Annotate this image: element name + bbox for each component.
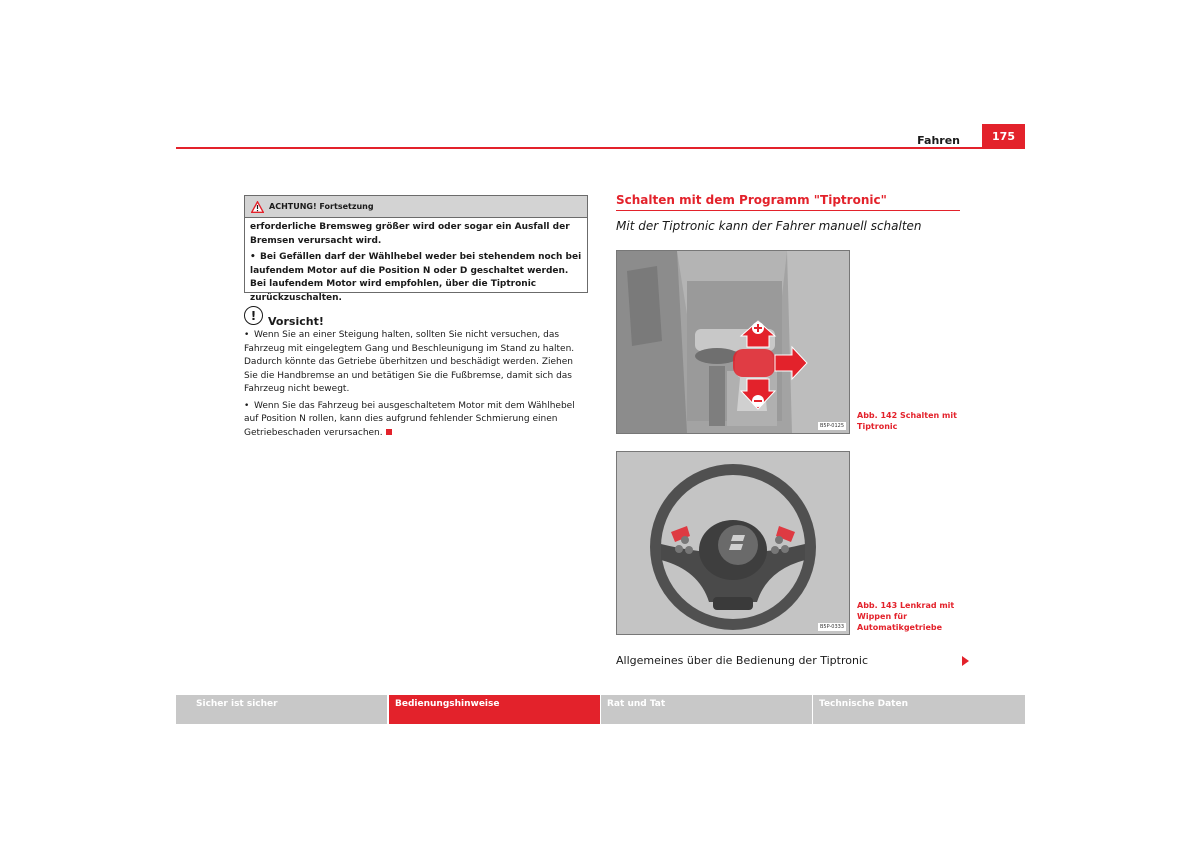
header-section-title: Fahren [917, 134, 960, 147]
section-title: Schalten mit dem Programm "Tiptronic" [616, 193, 887, 207]
section-title-rule [616, 210, 960, 211]
section-subtitle: Mit der Tiptronic kann der Fahrer manuell schalten [616, 219, 922, 233]
caution-item [244, 329, 589, 397]
nav-tab-bedienungshinweise[interactable]: Bedienungshinweise [389, 695, 600, 724]
nav-tab-rat-und-tat[interactable]: Rat und Tat [601, 695, 812, 724]
figure-caption: Abb. 143 Lenkrad mit Wippen für Automatikgetriebe [857, 601, 955, 632]
section-end-marker-icon [386, 429, 392, 435]
figure-steering-wheel [616, 451, 850, 635]
bullet-icon: • [250, 252, 256, 262]
exclamation-circle-icon: ! [244, 306, 263, 325]
caution-block [244, 306, 589, 443]
figure-tiptronic-shifter [616, 250, 850, 434]
caution-title: Vorsicht! [268, 315, 324, 328]
shifter-illustration [617, 251, 849, 433]
caution-item-text: Wenn Sie das Fahrzeug bei ausgeschaltetem Motor mit dem Wählhebel auf Position N rollen, kann dies aufgrund fehlender Schmierung einen Getriebeschaden verursachen. [244, 400, 575, 438]
warning-box [244, 195, 588, 303]
page-number: 175 [982, 124, 1025, 148]
bullet-icon: • [244, 330, 250, 340]
warning-header [245, 196, 587, 218]
continue-arrow-icon[interactable] [962, 656, 969, 666]
continue-link[interactable]: Allgemeines über die Bedienung der Tiptronic [616, 654, 869, 667]
header-divider [176, 147, 1025, 149]
steering-wheel-illustration [617, 452, 849, 634]
warning-paragraph: erforderliche Bremsweg größer wird oder sogar ein Ausfall der Bremsen verursacht wird. [250, 222, 570, 246]
figure-code: B5P-0125 [819, 423, 844, 429]
warning-bullet-item [250, 251, 582, 305]
caution-item [244, 400, 589, 441]
warning-title: ACHTUNG! Fortsetzung [269, 202, 374, 211]
figure-caption: Abb. 142 Schalten mit Tiptronic [857, 411, 957, 431]
warning-body [245, 218, 587, 305]
nav-tab-sicher-ist-sicher[interactable]: Sicher ist sicher [176, 695, 387, 724]
figure-code: B5P-0333 [819, 624, 844, 630]
nav-tab-technische-daten[interactable]: Technische Daten [813, 695, 1025, 724]
warning-bullet-text: Bei Gefällen darf der Wählhebel weder bei stehendem noch bei laufendem Motor auf die Position N oder D geschaltet werden. Bei laufendem Motor wird empfohlen, über die Tiptronic zurückzuschalten. [250, 252, 582, 303]
warning-triangle-icon [251, 201, 264, 213]
caution-item-text: Wenn Sie an einer Steigung halten, sollten Sie nicht versuchen, das Fahrzeug mit eingelegtem Gang und Beschleunigung im Stand zu halten. Dadurch könnte das Getriebe überhitzen und beschädigt werden. Ziehen Sie die Handbremse an und betätigen Sie die Fußbremse, damit sich das Fahrzeug nicht bewegt. [244, 330, 575, 394]
bullet-icon: • [244, 400, 250, 411]
